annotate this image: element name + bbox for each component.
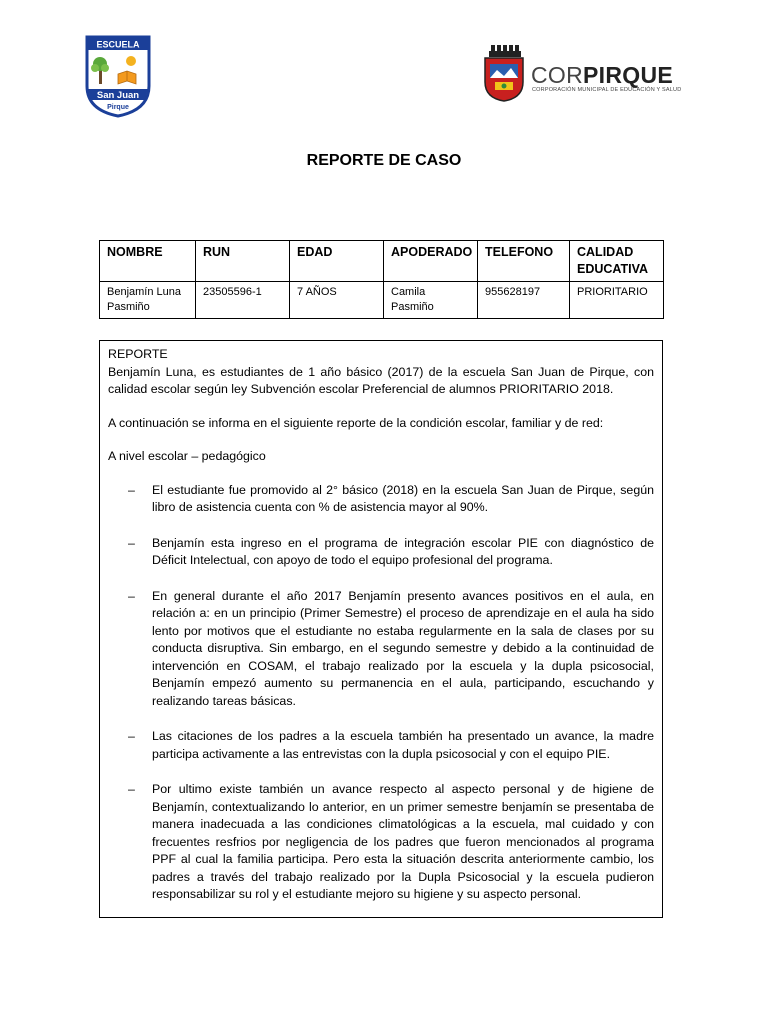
table-cell-run: 23505596-1 <box>196 282 290 319</box>
school-crest-icon <box>84 34 152 118</box>
list-item <box>108 482 654 517</box>
corpirque-logo <box>481 44 687 104</box>
page-title: REPORTE DE CASO <box>306 152 462 169</box>
list-item-text: Las citaciones de los padres a la escuela también ha presentado un avance, la madre participa activamente a las entrevistas con la dupla psicosocial y con el equipo PIE. <box>152 729 654 761</box>
table-cell-apoderado: Camila Pasmiño <box>384 282 478 319</box>
brand-subtitle: CORPORACIÓN MUNICIPAL DE EDUCACIÓN Y SALUD <box>532 87 682 93</box>
school-logo <box>84 34 152 118</box>
bullet-dash: – <box>128 588 135 603</box>
list-item-text: El estudiante fue promovido al 2° básico (2018) en la escuela San Juan de Pirque, según libro de asistencia cuenta con % de asistencia mayor al 90%. <box>152 482 654 514</box>
school-logo-name: San Juan <box>96 90 140 101</box>
table-header-cell: RUN <box>196 241 290 282</box>
table-row <box>100 282 664 319</box>
report-subheading: A nivel escolar – pedagógico <box>108 449 266 463</box>
table-cell-calidad: PRIORITARIO <box>570 282 664 319</box>
list-item-text: En general durante el año 2017 Benjamín presento avances positivos en el aula, en relación a: en un principio (Primer Semestre) el proceso de aprendizaje en el aula ha sido lento por motivos que el estudiante no estaba regularmente en la sala de clases por su conducta disruptiva. Sin embargo, en el segundo semestre y debido a la continuidad de intervención en COSAM, el trabajo realizado por la escuela y la dupla psicosocial, Benjamín empezó aumento su permanencia en el aula, participando, escuchando y realizando tareas básicas. <box>152 588 654 708</box>
list-item <box>108 781 654 904</box>
brand-name-bold: PIRQUE <box>583 62 673 88</box>
bullet-dash: – <box>128 782 135 796</box>
bullet-dash: – <box>128 535 135 550</box>
table-header-cell: CALIDAD EDUCATIVA <box>570 241 664 282</box>
bullet-dash: – <box>128 482 135 497</box>
report-box <box>99 340 663 918</box>
list-item-text: Por ultimo existe también un avance respecto al aspecto personal y de higiene de Benjamín, contextualizando lo anterior, en un primer semestre benjamín se presentaba de manera inadecuada a las condiciones climatológicas a la escuela, mal cuidado y con frecuentes resfrios por negligencia de los padres que fueron mencionados al programa PPF al cual la familia participa. Pero esta la situación descrita anteriormente cambio, los padres a través del trabajo realizado por la Dupla Psicosocial y la escuela pudieron responsabilizar su rol y el estudiante mejoro su higiene y su aspecto personal. <box>152 782 654 901</box>
pirque-coat-of-arms-icon <box>481 44 527 102</box>
list-item <box>108 588 654 711</box>
report-heading: REPORTE <box>108 347 168 361</box>
brand-name <box>531 64 673 87</box>
table-header-cell: NOMBRE <box>100 241 196 282</box>
report-list <box>108 482 654 904</box>
list-item-text: Benjamín esta ingreso en el programa de integración escolar PIE con diagnóstico de Déficit Intelectual, con apoyo de todo el equipo profesional del programa. <box>152 535 654 567</box>
school-logo-top-text: ESCUELA <box>96 39 140 50</box>
school-logo-sub: Pirque <box>107 104 129 111</box>
table-cell-telefono: 955628197 <box>478 282 570 319</box>
student-info-table <box>99 240 664 319</box>
table-header-cell: TELEFONO <box>478 241 570 282</box>
list-item <box>108 728 654 763</box>
report-intro: Benjamín Luna, es estudiantes de 1 año básico (2017) de la escuela San Juan de Pirque, con calidad escolar según ley Subvención escolar Preferencial de alumnos PRIORITARIO 2018. <box>108 364 654 396</box>
table-header-cell: APODERADO <box>384 241 478 282</box>
report-continuation: A continuación se informa en el siguiente reporte de la condición escolar, familiar y de red: <box>108 415 604 430</box>
table-header-cell: EDAD <box>290 241 384 282</box>
bullet-dash: – <box>128 729 135 743</box>
list-item <box>108 535 654 570</box>
table-header-row <box>100 241 664 282</box>
brand-name-light: COR <box>531 62 584 88</box>
table-cell-nombre: Benjamín Luna Pasmiño <box>100 282 196 319</box>
table-cell-edad: 7 AÑOS <box>290 282 384 319</box>
